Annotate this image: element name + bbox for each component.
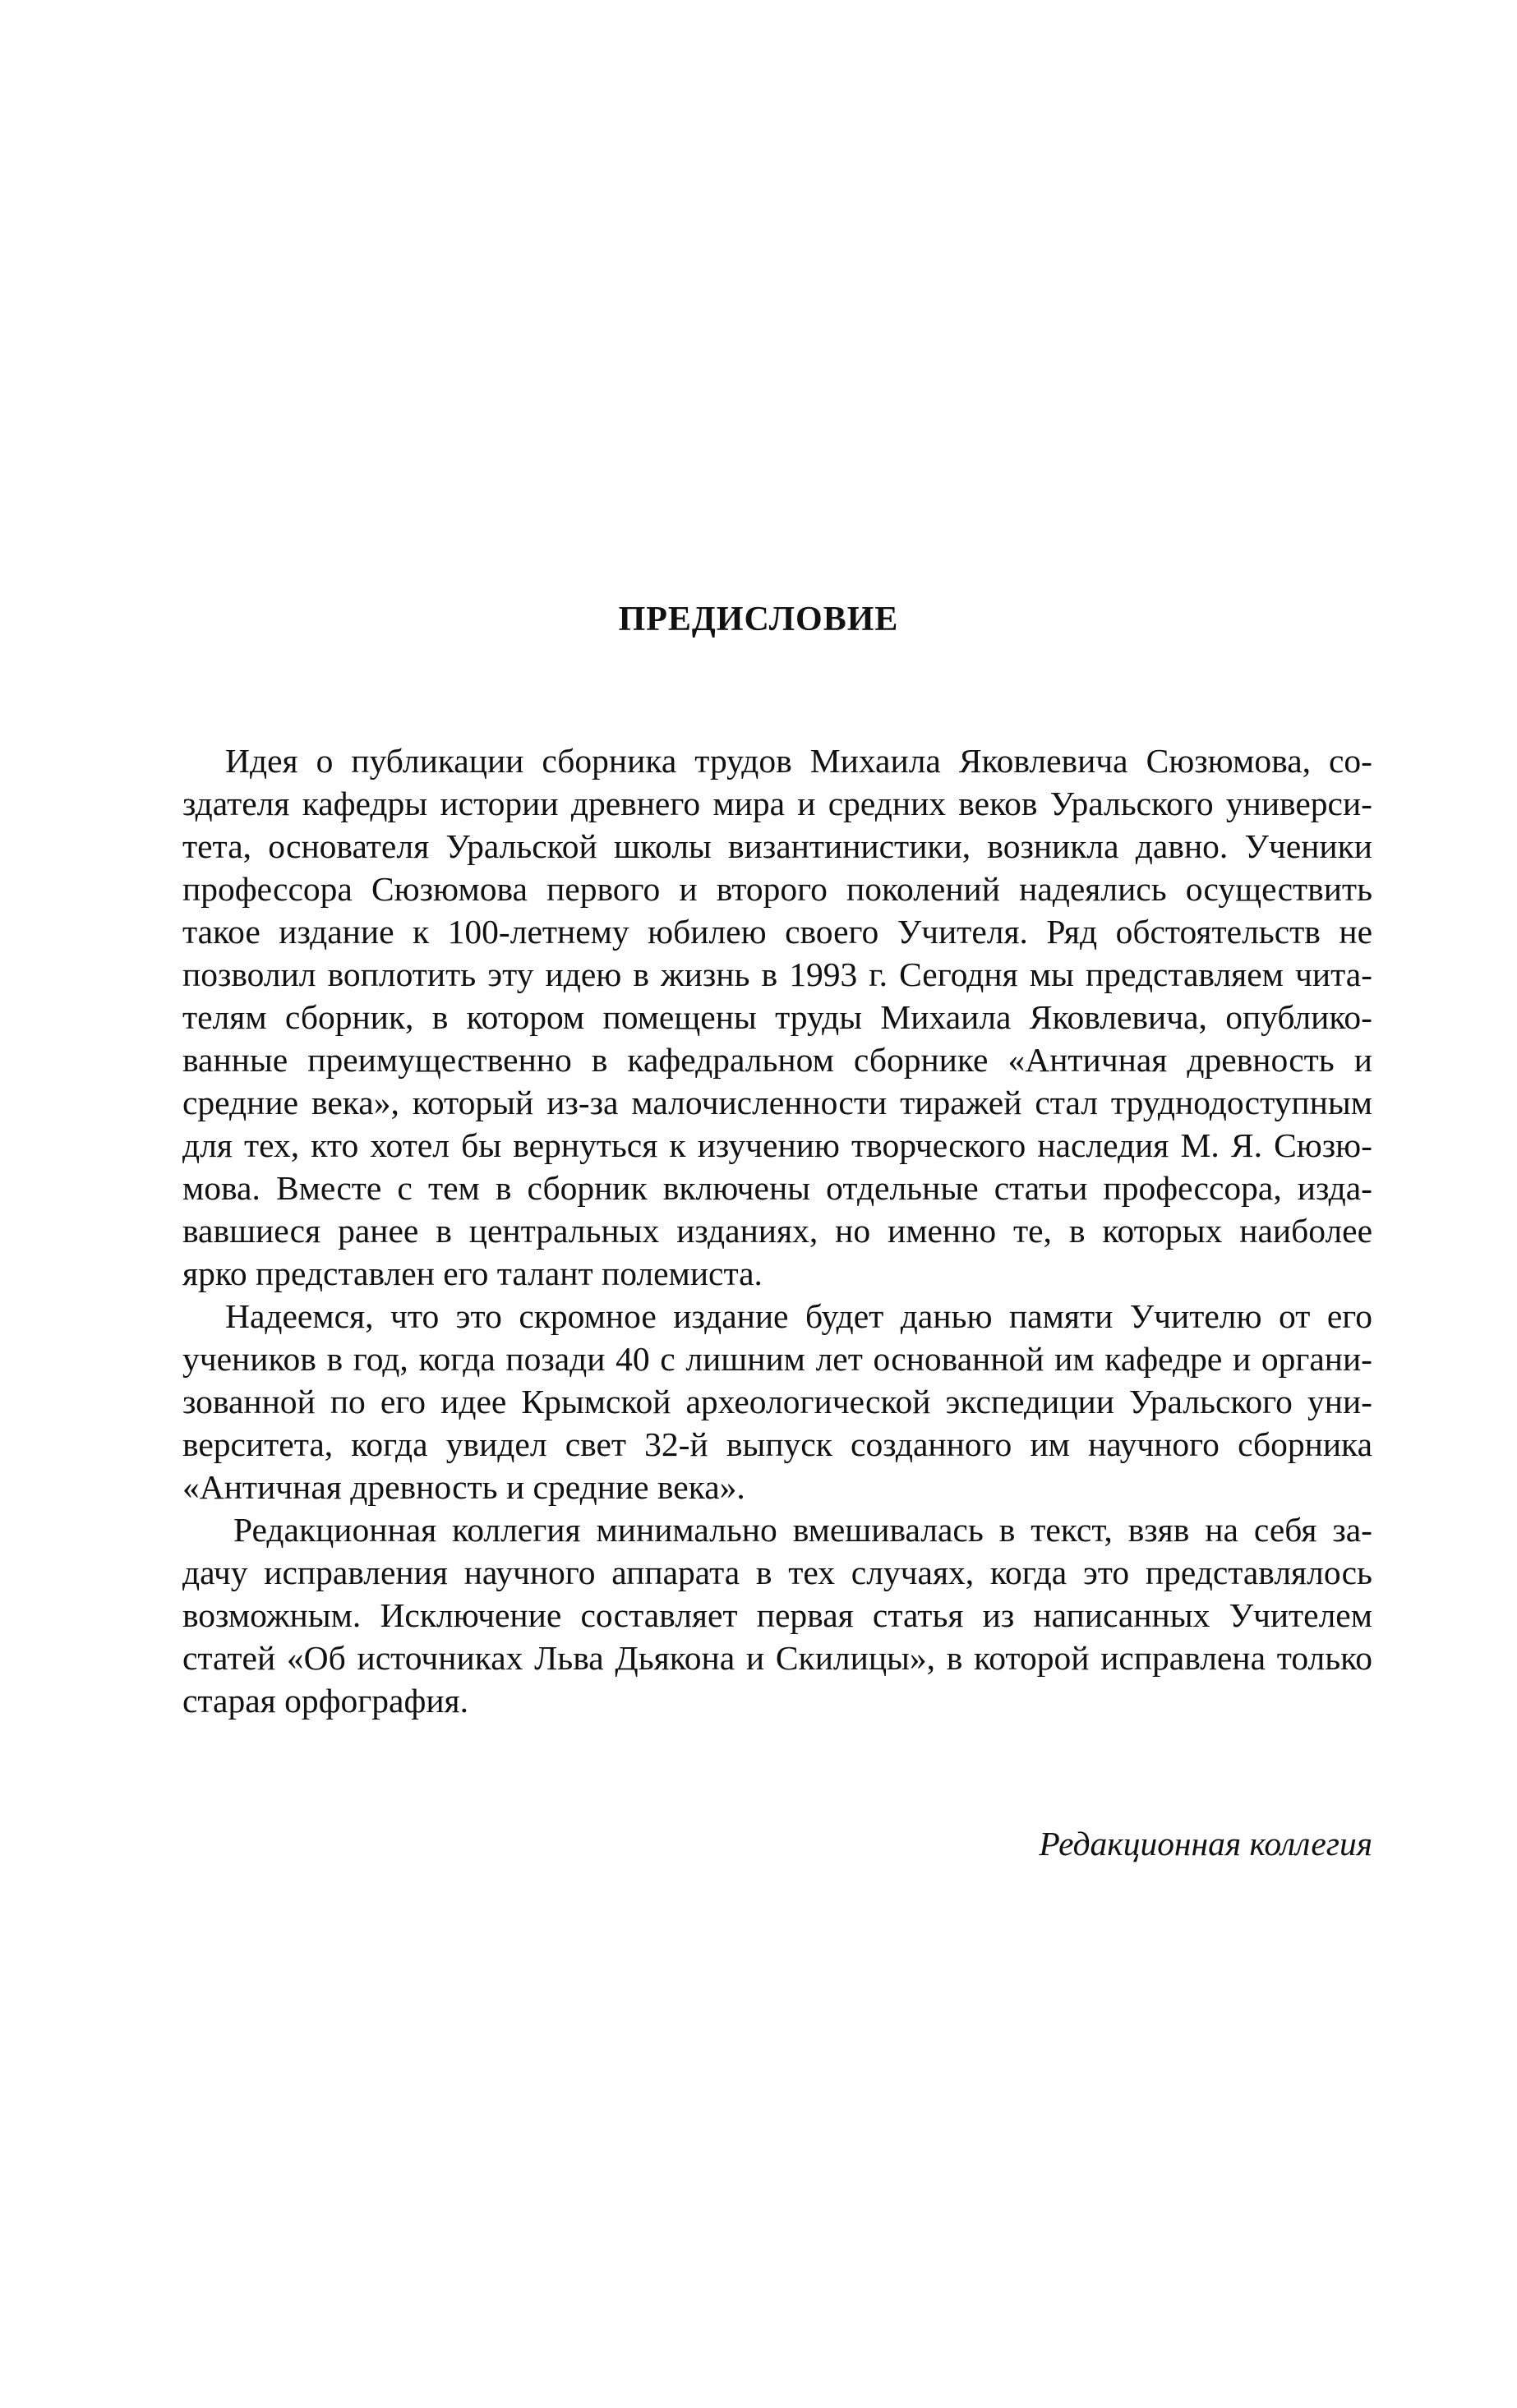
paragraph-1-line-1: Идея о публикации сборника трудов Михаила Яковлевича Сюзюмова, со- [225,742,1372,780]
preface-body [182,739,1372,1722]
paragraph-1-line-3: тета, основателя Уральской школы византинистики, возникла давно. Ученики [182,827,1372,865]
paragraph-2-line-5: «Античная древность и средние века». [182,1468,745,1506]
paragraph-1-line-10: для тех, кто хотел бы вернуться к изучению творческого наследия М. Я. Сюзю- [182,1126,1372,1164]
paragraph-1-line-9: средние века», который из-за малочисленности тиражей стал труднодоступным [182,1084,1372,1121]
paragraph-1-line-12: вавшиеся ранее в центральных изданиях, но именно те, в которых наиболее [182,1212,1372,1250]
paragraph-2-line-4: верситета, когда увидел свет 32-й выпуск созданного им научного сборника [182,1425,1372,1463]
paragraph-3-line-5: старая орфография. [182,1682,469,1720]
paragraph-1-line-2: здателя кафедры истории древнего мира и средних веков Уральского универси- [182,785,1372,822]
page-title: ПРЕДИСЛОВИЕ [618,601,899,638]
paragraph-1-line-13: ярко представлен его талант полемиста. [182,1255,763,1292]
paragraph-3-line-1: Редакционная коллегия минимально вмешивалась в текст, взяв на себя за- [233,1511,1372,1549]
paragraph-2-line-3: зованной по его идее Крымской археологической экспедиции Уральского уни- [182,1383,1372,1420]
paragraph-3-line-2: дачу исправления научного аппарата в тех случаях, когда это представлялось [182,1554,1372,1591]
paragraph-1-line-6: позволил воплотить эту идею в жизнь в 1993 г. Сегодня мы представляем чита- [182,955,1372,993]
paragraph-1-line-11: мова. Вместе с тем в сборник включены отдельные статьи профессора, изда- [182,1169,1372,1207]
paragraph-1-line-8: ванные преимущественно в кафедральном сборнике «Античная древность и [182,1041,1372,1079]
paragraph-3-line-4: статей «Об источниках Льва Дьякона и Скилицы», в которой исправлена только [182,1639,1372,1677]
paragraph-1-line-5: такое издание к 100-летнему юбилею своего Учителя. Ряд обстоятельств не [182,913,1372,951]
paragraph-1-line-4: профессора Сюзюмова первого и второго поколений надеялись осуществить [182,870,1372,908]
paragraph-2-line-1: Надеемся, что это скромное издание будет данью памяти Учителю от его [225,1297,1372,1335]
paragraph-2-line-2: учеников в год, когда позади 40 с лишним лет основанной им кафедре и органи- [182,1340,1372,1378]
paragraph-3-line-3: возможным. Исключение составляет первая статья из написанных Учителем [182,1596,1372,1634]
signature: Редакционная коллегия [1039,1825,1372,1862]
paragraph-1-line-7: телям сборник, в котором помещены труды Михаила Яковлевича, опублико- [182,998,1372,1036]
